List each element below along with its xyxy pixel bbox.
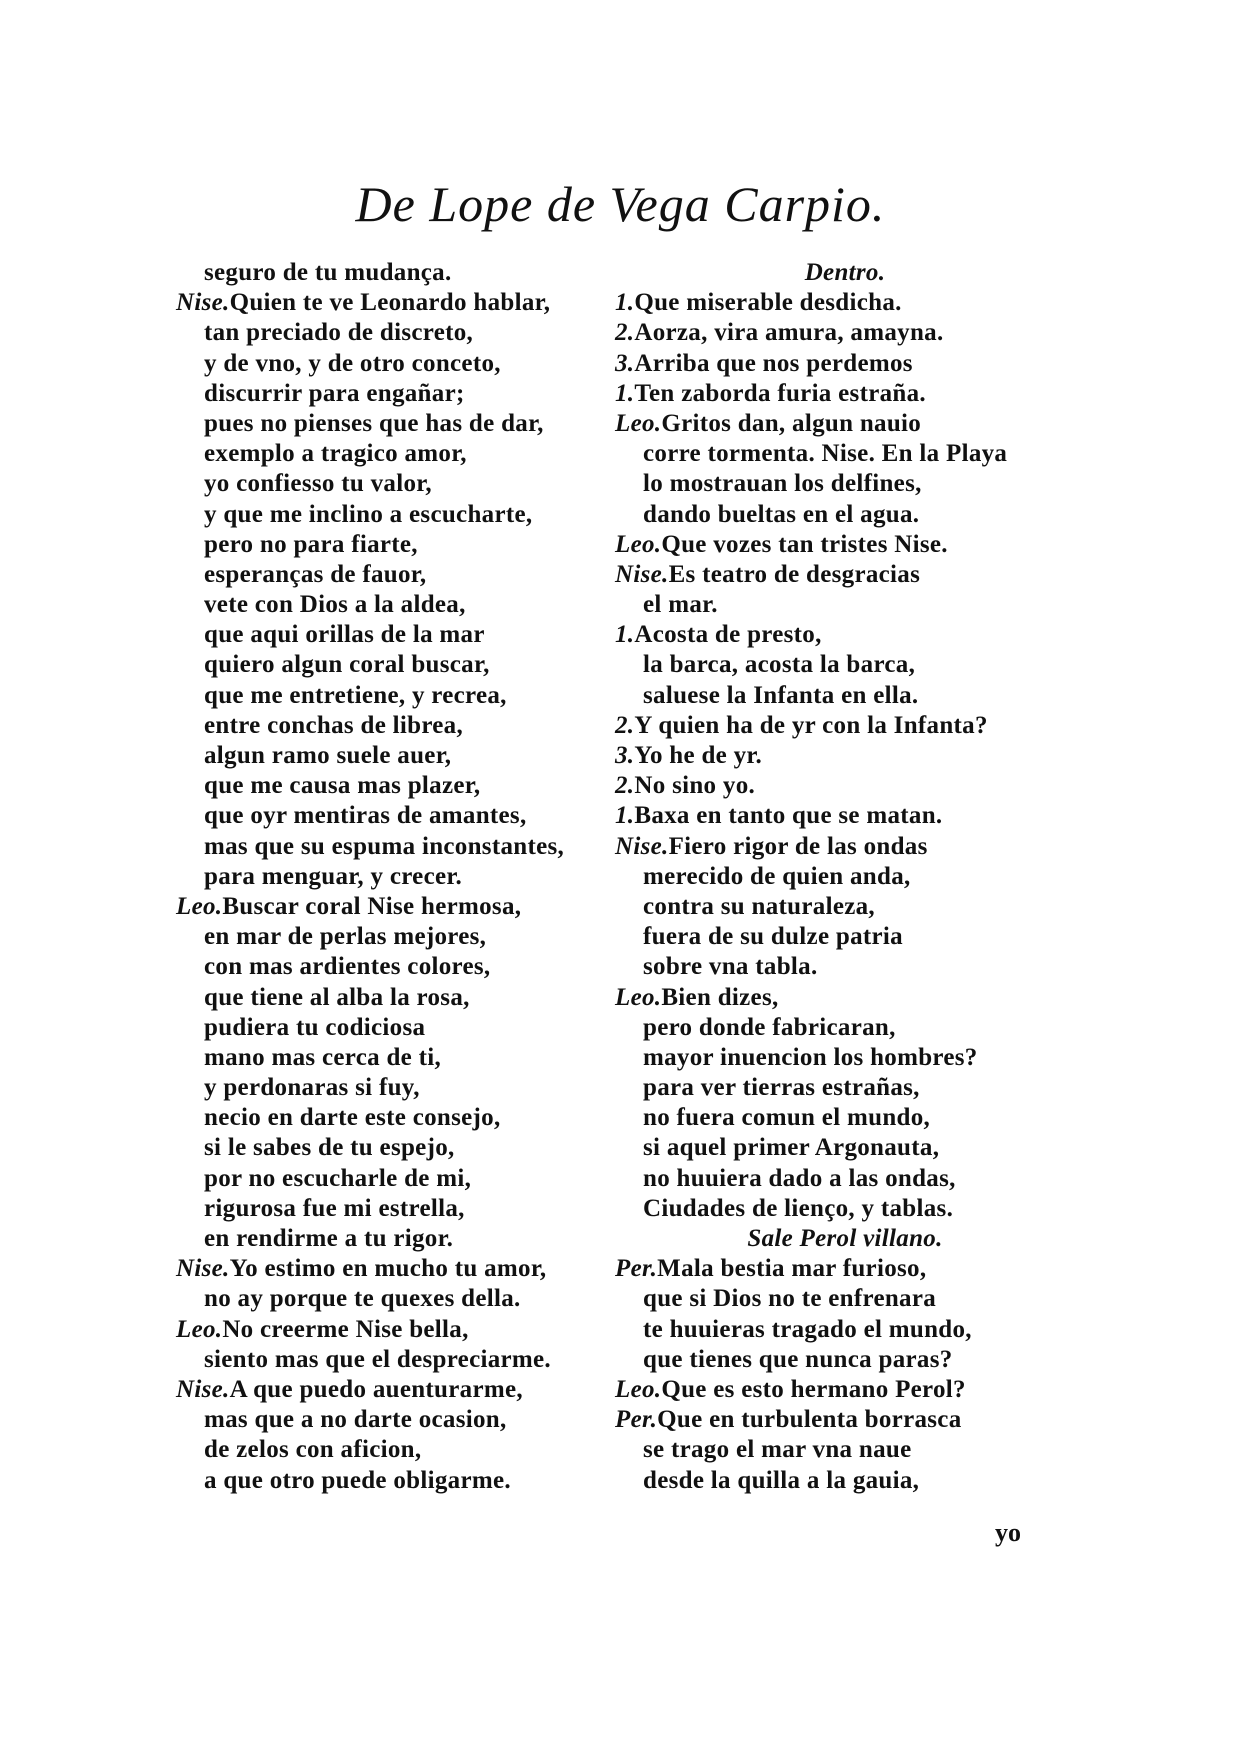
verse-line: [176, 560, 616, 590]
verse-text: seguro de tu mudança.: [204, 259, 452, 286]
verse-text: Quien te ve Leonardo hablar,: [229, 289, 551, 317]
verse-line: [176, 1345, 616, 1375]
verse-text: que tienes que nunca paras?: [643, 1345, 953, 1373]
verse-line: [176, 1164, 616, 1194]
verse-line: [615, 439, 1075, 469]
verse-line: [615, 650, 1075, 680]
speaker-label: 3.: [615, 349, 635, 377]
verse-line: [615, 1194, 1075, 1224]
verse-line: [176, 439, 616, 469]
verse-text: se trago el mar vna naue: [643, 1436, 912, 1464]
verse-text: pudiera tu codiciosa: [204, 1013, 426, 1041]
verse-line: [615, 1043, 1075, 1073]
verse-text: si aquel primer Argonauta,: [643, 1134, 940, 1162]
speaker-label: Nise.: [176, 1375, 230, 1403]
verse-text: Que vozes tan tristes Nise.: [661, 530, 948, 558]
verse-line: [176, 681, 616, 711]
verse-line: [615, 620, 1075, 650]
verse-line: [615, 1435, 1075, 1465]
verse-text: Buscar coral Nise hermosa,: [222, 892, 522, 920]
verse-text: Acosta de presto,: [634, 621, 822, 649]
verse-text: siento mas que el despreciarme.: [204, 1345, 551, 1373]
verse-text: pero donde fabricaran,: [643, 1013, 896, 1041]
verse-text: te huuieras tragado el mundo,: [643, 1315, 972, 1343]
verse-text: Fiero rigor de las ondas: [668, 832, 928, 860]
verse-line: [176, 469, 616, 499]
speaker-label: Leo.: [615, 983, 662, 1011]
verse-line: [176, 258, 616, 288]
verse-text: lo mostrauan los delfines,: [643, 470, 922, 498]
verse-line: [615, 1224, 1075, 1254]
verse-line: [615, 258, 1075, 288]
speaker-label: Leo.: [615, 530, 662, 558]
verse-text: no huuiera dado a las ondas,: [643, 1164, 956, 1192]
verse-line: [615, 952, 1075, 982]
verse-line: [615, 1315, 1075, 1345]
speaker-label: 2.: [615, 711, 635, 739]
verse-text: Yo estimo en mucho tu amor,: [229, 1255, 547, 1283]
verse-line: [176, 379, 616, 409]
verse-line: [176, 1224, 616, 1254]
speaker-label: Leo.: [615, 1375, 662, 1403]
right-column: [615, 258, 1075, 1496]
verse-line: [176, 771, 616, 801]
verse-text: Yo he de yr.: [634, 742, 763, 769]
verse-text: sobre vna tabla.: [643, 953, 818, 981]
verse-line: [176, 1375, 616, 1405]
verse-text: Aorza, vira amura, amayna.: [634, 319, 944, 347]
verse-line: [615, 922, 1075, 952]
verse-line: [615, 1345, 1075, 1375]
running-header: De Lope de Vega Carpio.: [355, 176, 886, 232]
verse-line: [615, 983, 1075, 1013]
verse-text: en mar de perlas mejores,: [204, 923, 487, 951]
verse-line: [176, 922, 616, 952]
verse-line: [176, 832, 616, 862]
verse-line: [615, 1254, 1075, 1284]
speaker-label: 3.: [615, 742, 635, 769]
verse-text: yo confiesso tu valor,: [204, 470, 432, 498]
verse-text: exemplo a tragico amor,: [204, 440, 467, 468]
verse-text: entre conchas de librea,: [204, 711, 464, 739]
verse-line: [176, 1133, 616, 1163]
verse-line: [615, 318, 1075, 348]
verse-text: que aqui orillas de la mar: [204, 621, 485, 649]
verse-line: [176, 1073, 616, 1103]
verse-line: [176, 1435, 616, 1465]
verse-text: con mas ardientes colores,: [204, 953, 491, 981]
verse-text: rigurosa fue mi estrella,: [204, 1194, 465, 1222]
verse-line: [176, 590, 616, 620]
verse-line: [615, 590, 1075, 620]
verse-text: y de vno, y de otro conceto,: [204, 349, 501, 377]
verse-text: desde la quilla a la gauia,: [643, 1466, 920, 1494]
verse-text: Que en turbulenta borrasca: [657, 1406, 962, 1434]
verse-text: fuera de su dulze patria: [643, 923, 903, 951]
verse-text: Arriba que nos perdemos: [634, 349, 913, 377]
verse-text: mano mas cerca de ti,: [204, 1043, 442, 1071]
verse-line: [176, 983, 616, 1013]
verse-text: saluese la Infanta en ella.: [643, 681, 919, 709]
verse-line: [176, 741, 616, 771]
verse-text: pues no pienses que has de dar,: [204, 409, 544, 437]
verse-text: Gritos dan, algun nauio: [661, 409, 922, 437]
verse-text: mayor inuencion los hombres?: [643, 1043, 978, 1071]
verse-line: [615, 409, 1075, 439]
speaker-label: Leo.: [176, 892, 223, 920]
speaker-label: Leo.: [176, 1315, 223, 1343]
verse-line: [176, 1013, 616, 1043]
verse-line: [176, 620, 616, 650]
verse-line: [176, 952, 616, 982]
verse-text: en rendirme a tu rigor.: [204, 1225, 454, 1252]
verse-text: para ver tierras estrañas,: [643, 1074, 920, 1102]
verse-text: Y quien ha de yr con la Infanta?: [634, 711, 988, 739]
verse-text: Baxa en tanto que se matan.: [634, 802, 943, 830]
verse-text: que tiene al alba la rosa,: [204, 983, 470, 1011]
catchword: yo: [995, 1518, 1021, 1547]
verse-line: [615, 1164, 1075, 1194]
verse-text: Que miserable desdicha.: [634, 289, 902, 317]
verse-text: merecido de quien anda,: [643, 862, 911, 890]
verse-text: si le sabes de tu espejo,: [204, 1134, 455, 1162]
verse-line: [176, 862, 616, 892]
verse-line: [615, 1013, 1075, 1043]
verse-text: que me entretiene, y recrea,: [204, 681, 507, 709]
verse-text: quiero algun coral buscar,: [204, 651, 490, 679]
verse-text: mas que su espuma inconstantes,: [204, 832, 565, 860]
verse-line: [615, 832, 1075, 862]
speaker-label: Nise.: [615, 560, 669, 588]
verse-line: [176, 318, 616, 348]
verse-text: tan preciado de discreto,: [204, 319, 474, 347]
verse-line: [176, 1315, 616, 1345]
verse-text: y que me inclino a escucharte,: [204, 500, 533, 528]
verse-line: [615, 862, 1075, 892]
speaker-label: Nise.: [176, 289, 230, 317]
verse-line: [176, 1103, 616, 1133]
verse-text: corre tormenta. Nise. En la Playa: [643, 440, 1008, 468]
verse-line: [615, 892, 1075, 922]
verse-text: Sale Perol villano.: [747, 1225, 943, 1252]
verse-text: la barca, acosta la barca,: [643, 651, 916, 679]
verse-line: [615, 1466, 1075, 1496]
verse-line: [615, 711, 1075, 741]
speaker-label: 1.: [615, 802, 635, 830]
verse-text: Mala bestia mar furioso,: [657, 1255, 927, 1283]
verse-text: No sino yo.: [634, 772, 756, 800]
verse-line: [176, 711, 616, 741]
verse-line: [615, 1073, 1075, 1103]
speaker-label: Per.: [615, 1255, 658, 1283]
verse-line: [615, 1133, 1075, 1163]
verse-text: por no escucharle de mi,: [204, 1164, 472, 1192]
verse-text: discurrir para engañar;: [204, 379, 465, 407]
verse-text: el mar.: [643, 591, 718, 619]
speaker-label: 1.: [615, 379, 635, 407]
verse-line: [615, 771, 1075, 801]
verse-text: vete con Dios a la aldea,: [204, 591, 466, 619]
verse-line: [615, 801, 1075, 831]
speaker-label: Nise.: [176, 1255, 230, 1283]
verse-text: que si Dios no te enfrenara: [643, 1285, 937, 1313]
speaker-label: Nise.: [615, 832, 669, 860]
verse-line: [176, 1194, 616, 1224]
verse-line: [615, 469, 1075, 499]
verse-text: algun ramo suele auer,: [204, 742, 452, 769]
verse-text: no ay porque te quexes della.: [204, 1285, 521, 1313]
verse-text: Que es esto hermano Perol?: [661, 1375, 966, 1403]
verse-line: [176, 1043, 616, 1073]
verse-text: que me causa mas plazer,: [204, 772, 481, 800]
verse-text: contra su naturaleza,: [643, 892, 875, 920]
verse-text: no fuera comun el mundo,: [643, 1104, 931, 1132]
verse-text: Bien dizes,: [661, 983, 779, 1011]
verse-line: [615, 1103, 1075, 1133]
verse-line: [615, 288, 1075, 318]
verse-text: de zelos con aficion,: [204, 1436, 422, 1464]
verse-line: [176, 349, 616, 379]
verse-line: [615, 349, 1075, 379]
verse-text: Ciudades de lienço, y tablas.: [643, 1194, 954, 1222]
verse-text: No creerme Nise bella,: [222, 1315, 469, 1343]
verse-text: Dentro.: [804, 259, 886, 286]
speaker-label: 2.: [615, 319, 635, 347]
verse-line: [176, 1254, 616, 1284]
verse-text: dando bueltas en el agua.: [643, 500, 920, 528]
verse-line: [176, 1405, 616, 1435]
verse-line: [615, 1405, 1075, 1435]
verse-text: Ten zaborda furia estraña.: [634, 379, 926, 407]
verse-line: [176, 288, 616, 318]
verse-line: [176, 1466, 616, 1496]
verse-line: [176, 409, 616, 439]
speaker-label: 2.: [615, 772, 635, 800]
verse-line: [176, 1284, 616, 1314]
speaker-label: 1.: [615, 621, 635, 649]
verse-line: [615, 560, 1075, 590]
verse-text: y perdonaras si fuy,: [204, 1074, 420, 1102]
verse-line: [615, 500, 1075, 530]
verse-line: [176, 801, 616, 831]
speaker-label: Per.: [615, 1406, 658, 1434]
verse-text: necio en darte este consejo,: [204, 1104, 501, 1132]
verse-line: [615, 741, 1075, 771]
verse-text: que oyr mentiras de amantes,: [204, 802, 527, 830]
verse-text: Es teatro de desgracias: [668, 560, 921, 588]
verse-line: [615, 1284, 1075, 1314]
verse-text: A que puedo auenturarme,: [229, 1375, 523, 1403]
speaker-label: Leo.: [615, 409, 662, 437]
verse-text: mas que a no darte ocasion,: [204, 1406, 507, 1434]
verse-text: para menguar, y crecer.: [204, 862, 463, 890]
verse-line: [615, 530, 1075, 560]
verse-text: pero no para fiarte,: [204, 530, 418, 558]
verse-line: [176, 500, 616, 530]
verse-text: esperanças de fauor,: [204, 560, 427, 588]
verse-line: [176, 650, 616, 680]
verse-line: [615, 681, 1075, 711]
verse-line: [176, 892, 616, 922]
verse-line: [615, 379, 1075, 409]
speaker-label: 1.: [615, 289, 635, 317]
verse-text: a que otro puede obligarme.: [204, 1466, 511, 1494]
verse-line: [176, 530, 616, 560]
left-column: [176, 258, 616, 1496]
verse-line: [615, 1375, 1075, 1405]
